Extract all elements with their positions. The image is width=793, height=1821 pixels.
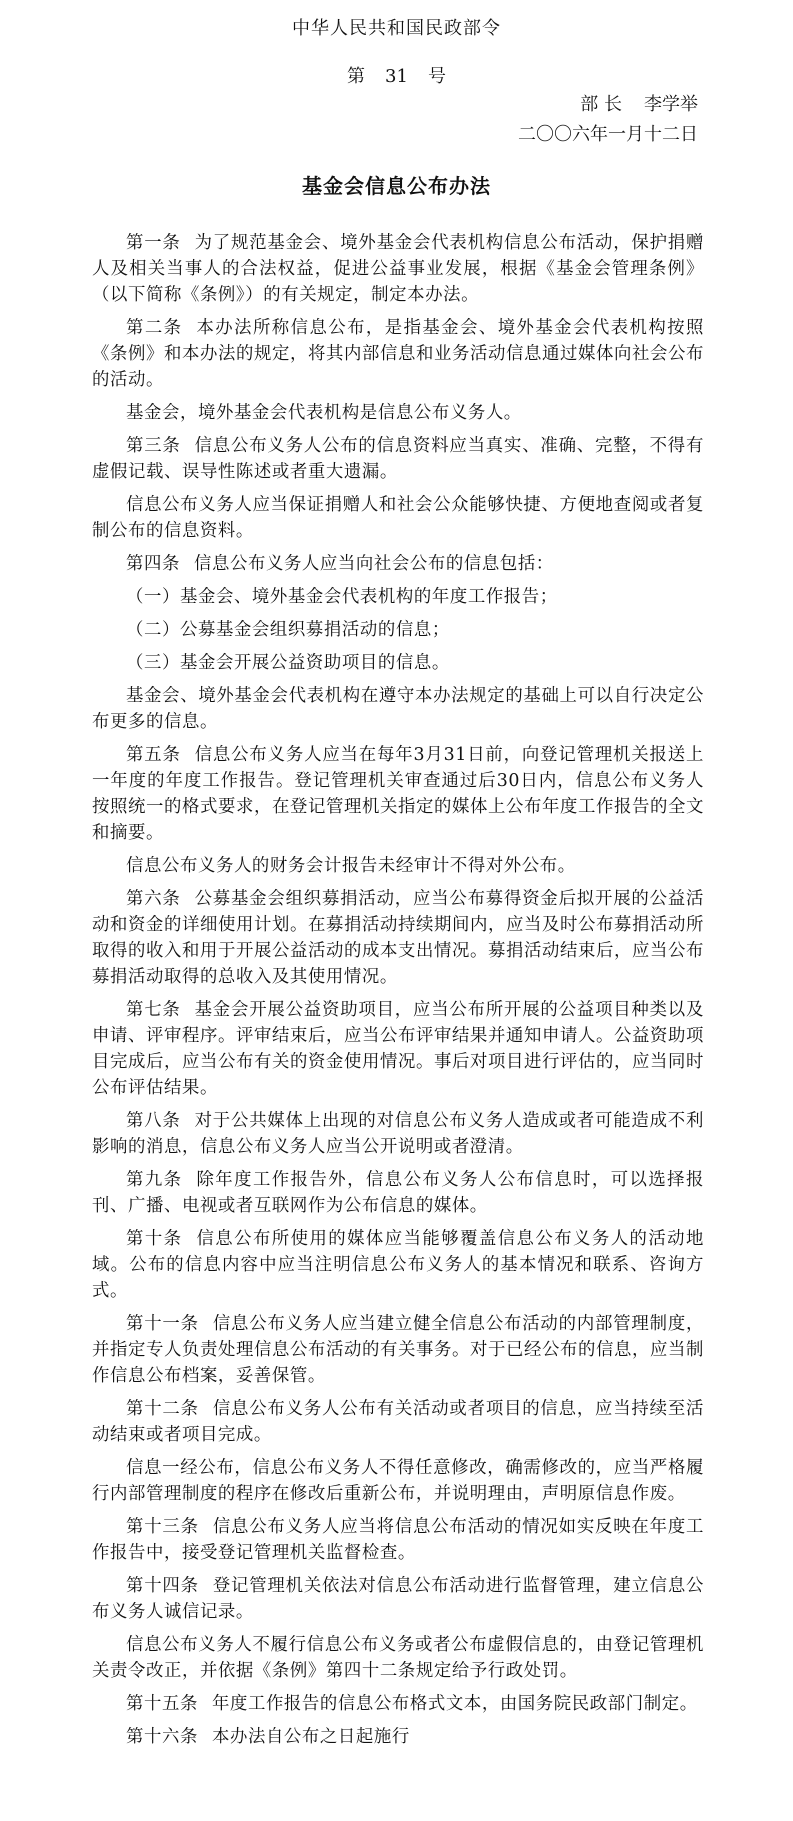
article-number: 第十二条 <box>126 1399 199 1419</box>
article-number: 第一条 <box>126 233 181 253</box>
paragraph-text: 公募基金会组织募捐活动，应当公布募得资金后拟开展的公益活动和资金的详细使用计划。在募捐活动持续期间内，应当及时公布募捐活动所取得的收入和用于开展公益活动的成本支出情况。募捐活动结束后，应当公布募捐活动取得的总收入及其使用情况。 <box>92 889 704 987</box>
paragraph-text: 信息公布义务人应当建立健全信息公布活动的内部管理制度，并指定专人负责处理信息公布活动的有关事务。对于已经公布的信息，应当制作信息公布档案，妥善保管。 <box>92 1314 705 1386</box>
paragraph-text: 信息公布义务人应当在每年3月31日前，向登记管理机关报送上一年度的年度工作报告。登记管理机关审查通过后30日内，信息公布义务人按照统一的格式要求，在登记管理机关指定的媒体上公布年度工作报告的全文和摘要。 <box>92 745 704 843</box>
signer-name: 李学举 <box>644 94 698 115</box>
paragraph-text: （二）公募基金会组织募捐活动的信息； <box>126 620 450 640</box>
paragraph <box>92 1396 704 1448</box>
paragraph <box>92 1108 704 1160</box>
paragraph <box>92 1514 704 1566</box>
paragraph <box>92 1226 704 1304</box>
paragraph <box>92 1691 704 1717</box>
paragraph-text: 为了规范基金会、境外基金会代表机构信息公布活动，保护捐赠人及相关当事人的合法权益，促进公益事业发展，根据《基金会管理条例》（以下简称《条例》）的有关规定，制定本办法。 <box>92 233 704 305</box>
paragraph-text: 信息一经公布，信息公布义务人不得任意修改，确需修改的，应当严格履行内部管理制度的程序在修改后重新公布，并说明理由，声明原信息作废。 <box>92 1458 704 1504</box>
article-number: 第十四条 <box>126 1576 199 1596</box>
paragraph-text: 基金会开展公益资助项目，应当公布所开展的公益项目种类以及申请、评审程序。评审结束后，应当公布评审结果并通知申请人。公益资助项目完成后，应当公布有关的资金使用情况。事后对项目进行评估的，应当同时公布评估结果。 <box>92 1000 704 1098</box>
paragraph-text: 信息公布义务人公布的信息资料应当真实、准确、完整，不得有虚假记载、误导性陈述或者重大遗漏。 <box>92 436 704 482</box>
paragraph <box>92 1632 704 1684</box>
paragraph <box>92 1724 704 1750</box>
paragraph-text: 信息公布义务人公布有关活动或者项目的信息，应当持续至活动结束或者项目完成。 <box>92 1399 705 1445</box>
document-title: 基金会信息公布办法 <box>302 174 491 198</box>
paragraph <box>92 492 704 544</box>
article-number: 第二条 <box>126 318 183 338</box>
paragraph <box>92 742 704 846</box>
signer-title: 部 长 <box>580 94 622 115</box>
paragraph-text: 信息公布义务人的财务会计报告未经审计不得对外公布。 <box>126 856 576 876</box>
paragraph <box>92 853 704 879</box>
article-number: 第七条 <box>126 1000 181 1020</box>
order-number-value: 31 <box>385 66 408 87</box>
paragraph-text: 基金会，境外基金会代表机构是信息公布义务人。 <box>126 403 522 423</box>
issue-date: 二〇〇六年一月十二日 <box>518 124 698 145</box>
paragraph <box>92 433 704 485</box>
paragraph-text: 登记管理机关依法对信息公布活动进行监督管理，建立信息公布义务人诚信记录。 <box>92 1576 705 1622</box>
paragraph-text: 信息公布义务人应当保证捐赠人和社会公众能够快捷、方便地查阅或者复制公布的信息资料。 <box>92 495 704 541</box>
paragraph <box>92 886 704 990</box>
list-item <box>92 617 704 643</box>
paragraph <box>92 1167 704 1219</box>
article-number: 第十条 <box>126 1229 183 1249</box>
paragraph <box>92 997 704 1101</box>
paragraph-text: 除年度工作报告外，信息公布义务人公布信息时，可以选择报刊、广播、电视或者互联网作为公布信息的媒体。 <box>92 1170 704 1216</box>
paragraph <box>92 315 704 393</box>
paragraph-text: 对于公共媒体上出现的对信息公布义务人造成或者可能造成不利影响的消息，信息公布义务人应当公开说明或者澄清。 <box>92 1111 704 1157</box>
paragraph <box>92 683 704 735</box>
article-number: 第八条 <box>126 1111 181 1131</box>
issuer-heading: 中华人民共和国民政部令 <box>292 18 501 39</box>
paragraph-text: 信息公布所使用的媒体应当能够覆盖信息公布义务人的活动地域。公布的信息内容中应当注明信息公布义务人的基本情况和联系、咨询方式。 <box>92 1229 704 1301</box>
paragraph <box>92 1311 704 1389</box>
paragraph-text: 基金会、境外基金会代表机构在遵守本办法规定的基础上可以自行决定公布更多的信息。 <box>92 686 704 732</box>
order-suffix: 号 <box>427 66 446 87</box>
article-number: 第三条 <box>126 436 181 456</box>
paragraph-text: 年度工作报告的信息公布格式文本，由国务院民政部门制定。 <box>211 1694 698 1714</box>
article-number: 第六条 <box>126 889 181 909</box>
article-number: 第九条 <box>126 1170 183 1190</box>
article-number: 第五条 <box>126 745 181 765</box>
article-number: 第四条 <box>126 554 180 574</box>
article-number: 第十五条 <box>126 1694 198 1714</box>
paragraph-text: （一）基金会、境外基金会代表机构的年度工作报告； <box>126 587 558 607</box>
signer <box>580 90 698 116</box>
paragraph-text: （三）基金会开展公益资助项目的信息。 <box>126 653 450 673</box>
paragraph <box>92 230 704 308</box>
order-prefix: 第 <box>347 66 366 87</box>
article-number: 第十六条 <box>126 1727 198 1747</box>
paragraph-text: 信息公布义务人应当向社会公布的信息包括： <box>193 554 554 574</box>
paragraph-text: 信息公布义务人不履行信息公布义务或者公布虚假信息的，由登记管理机关责令改正，并依据《条例》第四十二条规定给予行政处罚。 <box>92 1635 704 1681</box>
paragraph <box>92 1455 704 1507</box>
paragraph-text: 本办法自公布之日起施行 <box>211 1727 410 1747</box>
order-number <box>0 62 793 88</box>
paragraph <box>92 1573 704 1625</box>
paragraph <box>92 551 704 577</box>
list-item <box>92 584 704 610</box>
document-body <box>92 230 704 1757</box>
paragraph-text: 本办法所称信息公布，是指基金会、境外基金会代表机构按照《条例》和本办法的规定，将其内部信息和业务活动信息通过媒体向社会公布的活动。 <box>92 318 704 390</box>
list-item <box>92 650 704 676</box>
article-number: 第十三条 <box>126 1517 199 1537</box>
paragraph-text: 信息公布义务人应当将信息公布活动的情况如实反映在年度工作报告中，接受登记管理机关监督检查。 <box>92 1517 705 1563</box>
article-number: 第十一条 <box>126 1314 199 1334</box>
paragraph <box>92 400 704 426</box>
